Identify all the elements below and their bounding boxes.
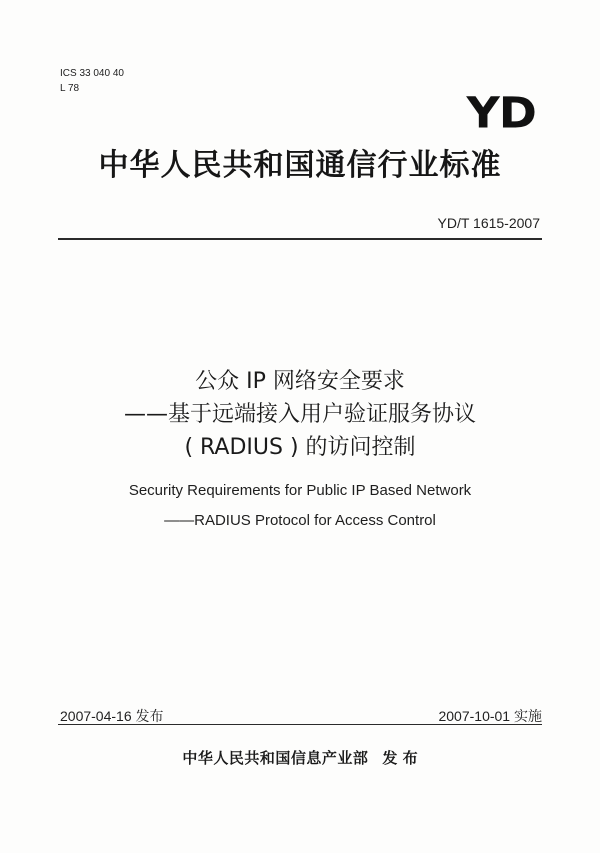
publisher-name: 中华人民共和国信息产业部 <box>182 749 369 767</box>
publish-action: 发 布 <box>382 749 418 767</box>
title-en-line-1: Security Requirements for Public IP Based Network <box>128 482 472 499</box>
standard-number: YD/T 1615-2007 <box>437 215 540 231</box>
ics-code: ICS 33 040 40 <box>60 68 124 79</box>
standard-type-heading: 中华人民共和国通信行业标准 <box>98 148 502 183</box>
header-divider <box>58 238 542 240</box>
title-cn-line-1: 公众 IP 网络安全要求 <box>195 369 405 394</box>
issue-date: 2007-04-16 发布 <box>60 708 164 724</box>
ccs-code: L 78 <box>60 83 80 94</box>
yd-logo: YD <box>466 88 536 138</box>
footer-divider <box>58 724 542 725</box>
title-cn-line-3: ( RADIUS ) 的访问控制 <box>184 435 416 460</box>
title-en-line-2: ——RADIUS Protocol for Access Control <box>164 512 436 529</box>
classification-codes <box>60 66 124 96</box>
title-cn-line-2: ——基于远端接入用户验证服务协议 <box>123 402 476 427</box>
publisher-line <box>0 747 600 769</box>
implementation-date: 2007-10-01 实施 <box>438 708 542 724</box>
